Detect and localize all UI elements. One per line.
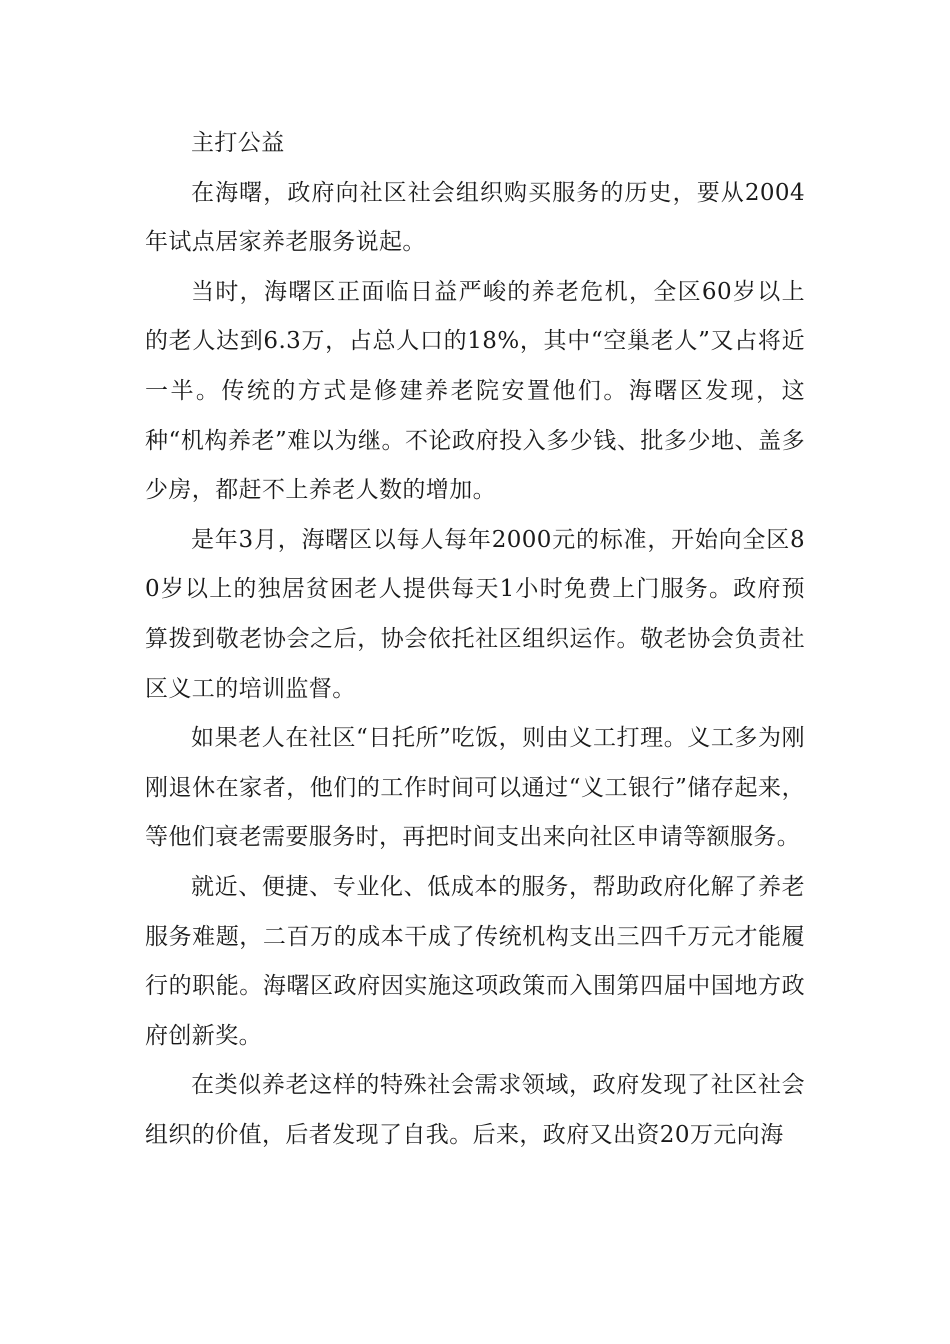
- section-heading: 主打公益: [191, 130, 285, 156]
- paragraph: 就近、便捷、专业化、低成本的服务，帮助政府化解了养老服务难题，二百万的成本干成了传统机构支出三四千万元才能履行的职能。海曙区政府因实施这项政策而入围第四届中国地方政府创新奖。: [145, 873, 805, 1049]
- document-body: [145, 119, 805, 1160]
- paragraph: 在海曙，政府向社区社会组织购买服务的历史，要从2004年试点居家养老服务说起。: [145, 179, 805, 256]
- paragraph: 在类似养老这样的特殊社会需求领域，政府发现了社区社会组织的价值，后者发现了自我。后来，政府又出资20万元向海: [145, 1072, 805, 1148]
- paragraph: 是年3月，海曙区以每人每年2000元的标准，开始向全区80岁以上的独居贫困老人提供每天1小时免费上门服务。政府预算拨到敬老协会之后，协会依托社区组织运作。敬老协会负责社区义工的培训监督。: [145, 526, 805, 702]
- paragraph: 当时，海曙区正面临日益严峻的养老危机，全区60岁以上的老人达到6.3万，占总人口的18%，其中“空巢老人”又占将近一半。传统的方式是修建养老院安置他们。海曙区发现，这种“机构养老”难以为继。不论政府投入多少钱、批多少地、盖多少房，都赶不上养老人数的增加。: [145, 278, 805, 504]
- paragraph: 如果老人在社区“日托所”吃饭，则由义工打理。义工多为刚刚退休在家者，他们的工作时间可以通过“义工银行”储存起来，等他们衰老需要服务时，再把时间支出来向社区申请等额服务。: [145, 725, 805, 851]
